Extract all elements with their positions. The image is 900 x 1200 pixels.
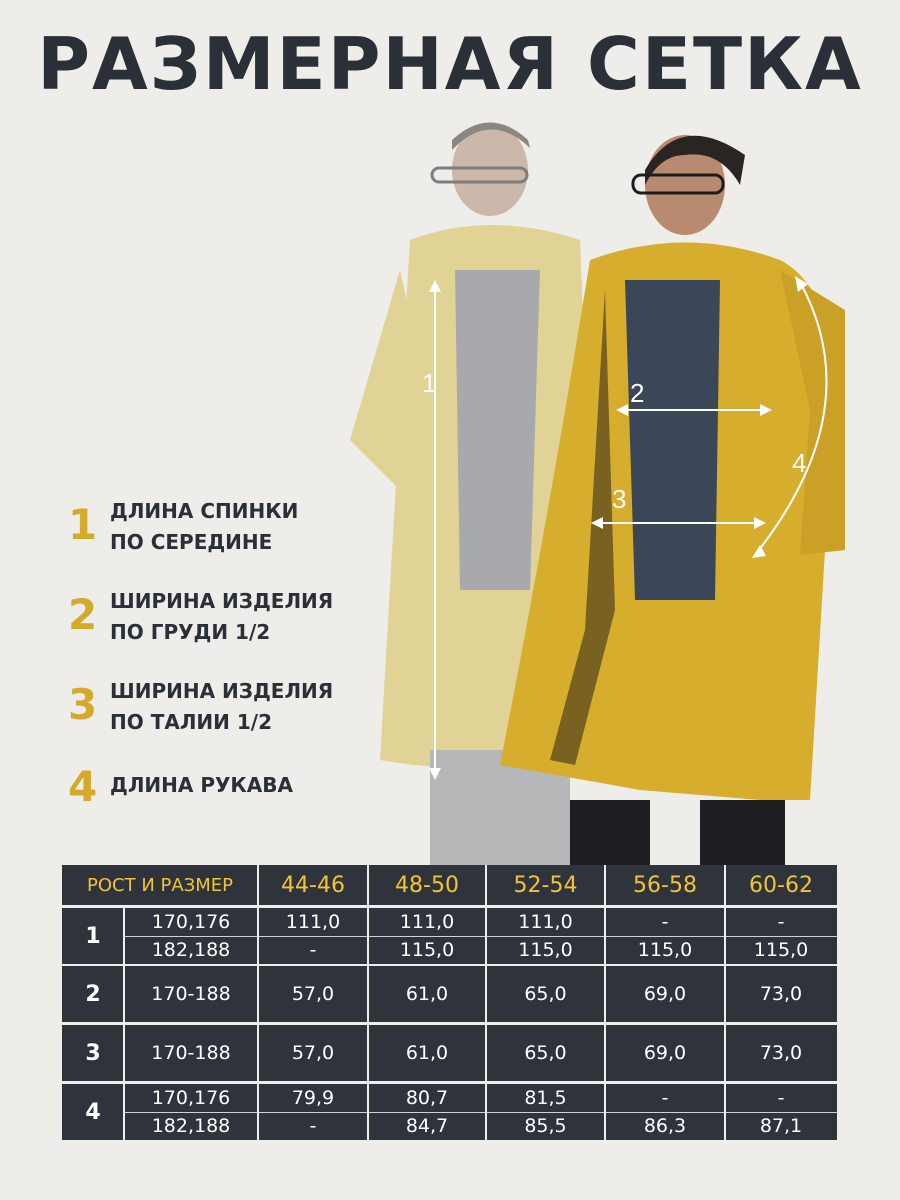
table-header-row [62, 865, 837, 905]
measurement-value: 111,0 [399, 911, 455, 933]
legend-text [110, 676, 370, 738]
legend-text [110, 586, 370, 648]
column-divider [257, 865, 259, 905]
size-header: 52-54 [513, 872, 578, 898]
size-header: 60-62 [749, 872, 813, 898]
measurement-value: 86,3 [643, 1115, 687, 1137]
column-divider [604, 865, 606, 905]
column-divider [367, 1025, 369, 1081]
legend-line: ПО ТАЛИИ 1/2 [110, 710, 273, 734]
column-divider [367, 865, 369, 905]
measurement-value: 115,0 [399, 939, 455, 961]
measurement-value: - [777, 911, 785, 933]
measurement-value: 65,0 [524, 983, 567, 1005]
measurement-value: 65,0 [524, 1042, 567, 1064]
height-value: 170-188 [151, 983, 231, 1005]
marker-1-label: 1 [422, 368, 437, 398]
column-divider [724, 908, 726, 964]
measurement-value: - [309, 939, 317, 961]
measurement-value: 61,0 [405, 983, 449, 1005]
size-header: 56-58 [633, 872, 697, 898]
column-divider [485, 1084, 487, 1140]
row-number: 4 [85, 1099, 101, 1125]
table-row [62, 966, 837, 1022]
measurement-value: 111,0 [285, 911, 341, 933]
header-label: РОСТ И РАЗМЕР [87, 874, 233, 896]
raincoat-photo [340, 110, 870, 870]
column-divider [604, 966, 606, 1022]
column-divider [485, 966, 487, 1022]
legend-line: ДЛИНА СПИНКИ [110, 499, 299, 523]
legend-line: ДЛИНА РУКАВА [110, 773, 293, 797]
legend-number: 4 [68, 762, 98, 811]
measurement-value: 87,1 [759, 1115, 803, 1137]
column-divider [724, 1025, 726, 1081]
measurement-value: 84,7 [405, 1115, 449, 1137]
size-header: 48-50 [395, 872, 459, 898]
legend-number: 1 [68, 500, 98, 549]
measurement-value: 73,0 [759, 1042, 803, 1064]
height-value: 182,188 [151, 939, 231, 961]
measurement-value: 80,7 [405, 1087, 449, 1109]
row-number: 3 [85, 1040, 101, 1066]
legend-line: ПО СЕРЕДИНЕ [110, 530, 273, 554]
height-value: 170,176 [151, 1087, 231, 1109]
legend-number: 3 [68, 680, 98, 729]
column-divider [257, 1084, 259, 1140]
column-divider [485, 865, 487, 905]
legend-text [110, 496, 370, 558]
legend-text [110, 770, 370, 801]
table-row [62, 908, 837, 964]
column-divider [367, 966, 369, 1022]
column-divider [724, 966, 726, 1022]
legend-item [62, 580, 362, 650]
measurement-value: - [661, 1087, 669, 1109]
column-divider [257, 1025, 259, 1081]
column-divider [367, 1084, 369, 1140]
measurement-value: 115,0 [637, 939, 693, 961]
measurement-value: - [661, 911, 669, 933]
column-divider [724, 865, 726, 905]
column-divider [604, 1025, 606, 1081]
legend-line: ПО ГРУДИ 1/2 [110, 620, 271, 644]
legend-item [62, 490, 362, 560]
measurement-value: 79,9 [291, 1087, 335, 1109]
measurement-value: 115,0 [753, 939, 809, 961]
measurement-value: 73,0 [759, 983, 803, 1005]
column-divider [367, 908, 369, 964]
column-divider [257, 908, 259, 964]
legend-item [62, 752, 362, 822]
column-divider [485, 1025, 487, 1081]
legend-number: 2 [68, 590, 98, 639]
legend-item [62, 670, 362, 740]
marker-3-label: 3 [612, 484, 627, 514]
height-value: 182,188 [151, 1115, 231, 1137]
measurement-value: 57,0 [291, 1042, 335, 1064]
measurement-value: 81,5 [524, 1087, 567, 1109]
size-header: 44-46 [281, 872, 345, 898]
row-number: 2 [85, 981, 101, 1007]
measurement-value: - [309, 1115, 317, 1137]
height-value: 170,176 [151, 911, 231, 933]
measurement-value: 61,0 [405, 1042, 449, 1064]
column-divider [604, 908, 606, 964]
measurement-value: 69,0 [643, 1042, 687, 1064]
column-divider [724, 1084, 726, 1140]
measurement-value: - [777, 1087, 785, 1109]
legend-line: ШИРИНА ИЗДЕЛИЯ [110, 589, 334, 613]
marker-4-label: 4 [792, 448, 807, 478]
measurement-value: 85,5 [524, 1115, 567, 1137]
measurement-value: 111,0 [518, 911, 573, 933]
measurement-value: 69,0 [643, 983, 687, 1005]
measurement-value: 57,0 [291, 983, 335, 1005]
row-number: 1 [85, 923, 101, 949]
table-row [62, 1025, 837, 1081]
height-value: 170-188 [151, 1042, 231, 1064]
column-divider [257, 966, 259, 1022]
table-row [62, 1084, 837, 1140]
measurement-value: 115,0 [518, 939, 573, 961]
page-title: РАЗМЕРНАЯ СЕТКА [37, 22, 863, 106]
marker-2-label: 2 [630, 378, 645, 408]
column-divider [604, 1084, 606, 1140]
column-divider [485, 908, 487, 964]
legend-line: ШИРИНА ИЗДЕЛИЯ [110, 679, 334, 703]
